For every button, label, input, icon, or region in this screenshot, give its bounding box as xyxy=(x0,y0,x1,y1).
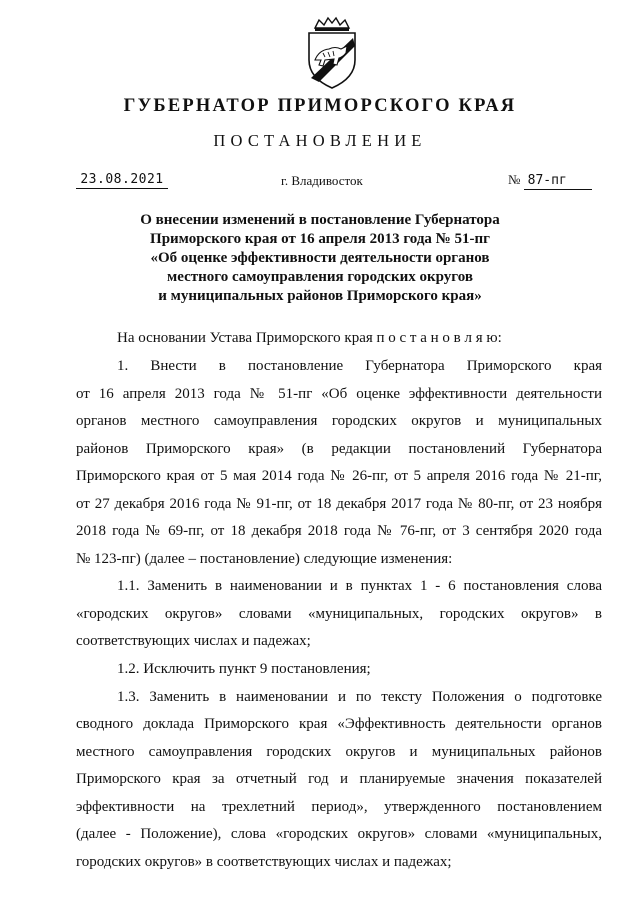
body-line: от 16 апреля 2013 года № 51-пг «Об оценке эффективности деятельности xyxy=(76,386,602,402)
body-line: соответствующих числах и падежах; xyxy=(76,633,311,649)
body-line: местного самоуправления городских округов и муниципальных районов xyxy=(76,744,602,760)
document-type: ПОСТАНОВЛЕНИЕ xyxy=(213,131,427,150)
body-line: «городских округов» словами «муниципальных, городских округов» в xyxy=(76,606,602,622)
heading-line: местного самоуправления городских округов xyxy=(167,269,473,285)
heading-line: «Об оценке эффективности деятельности органов xyxy=(150,250,490,266)
heading-line: О внесении изменений в постановление Губернатора xyxy=(140,212,500,228)
governor-title: ГУБЕРНАТОР ПРИМОРСКОГО КРАЯ xyxy=(123,96,517,116)
body-line: районов Приморского края» (в редакции постановлений Губернатора xyxy=(76,441,602,457)
body-line: 1.1. Заменить в наименовании и в пунктах 1 - 6 постановления слова xyxy=(117,578,602,594)
body-line: Приморского края за отчетный год и планируемые значения показателей xyxy=(76,771,602,787)
body-line: городских округов» в соответствующих числах и падежах; xyxy=(76,854,452,870)
number-value: 87-пг xyxy=(524,173,592,190)
body-line: сводного доклада Приморского края «Эффективность деятельности органов xyxy=(76,716,602,732)
document-date: 23.08.2021 xyxy=(76,172,168,189)
body-line: от 27 декабря 2016 года № 91-пг, от 18 декабря 2017 года № 80-пг, от 23 ноября xyxy=(76,496,602,512)
heading-line: Приморского края от 16 апреля 2013 года № 51-пг xyxy=(150,231,490,247)
body-line: На основании Устава Приморского края п о с т а н о в л я ю: xyxy=(117,330,502,346)
body-line: 1.2. Исключить пункт 9 постановления; xyxy=(117,661,371,677)
body-line: Приморского края от 5 мая 2014 года № 26-пг, от 5 апреля 2016 года № 21-пг, xyxy=(76,468,602,484)
body-line: 1. Внести в постановление Губернатора Приморского края xyxy=(117,358,602,374)
body-line: № 123-пг) (далее – постановление) следующие изменения: xyxy=(76,551,453,567)
body-line: эффективности на трехлетний период», утвержденного постановлением xyxy=(76,799,602,815)
document-number xyxy=(508,172,598,190)
body-line: органов местного самоуправления городских округов и муниципальных xyxy=(76,413,602,429)
document-heading xyxy=(0,211,640,306)
heading-line: и муниципальных районов Приморского края» xyxy=(158,288,482,304)
coat-of-arms-icon xyxy=(301,16,363,90)
body-line: 1.3. Заменить в наименовании и по тексту Положения о подготовке xyxy=(117,689,602,705)
document-city: г. Владивосток xyxy=(281,173,363,188)
body-line: (далее - Положение), слова «городских округов» словами «муниципальных, xyxy=(76,826,602,842)
number-prefix: № xyxy=(508,172,521,187)
body-line: 2018 года № 69-пг, от 18 декабря 2018 года № 76-пг, от 3 сентября 2020 года xyxy=(76,523,602,539)
